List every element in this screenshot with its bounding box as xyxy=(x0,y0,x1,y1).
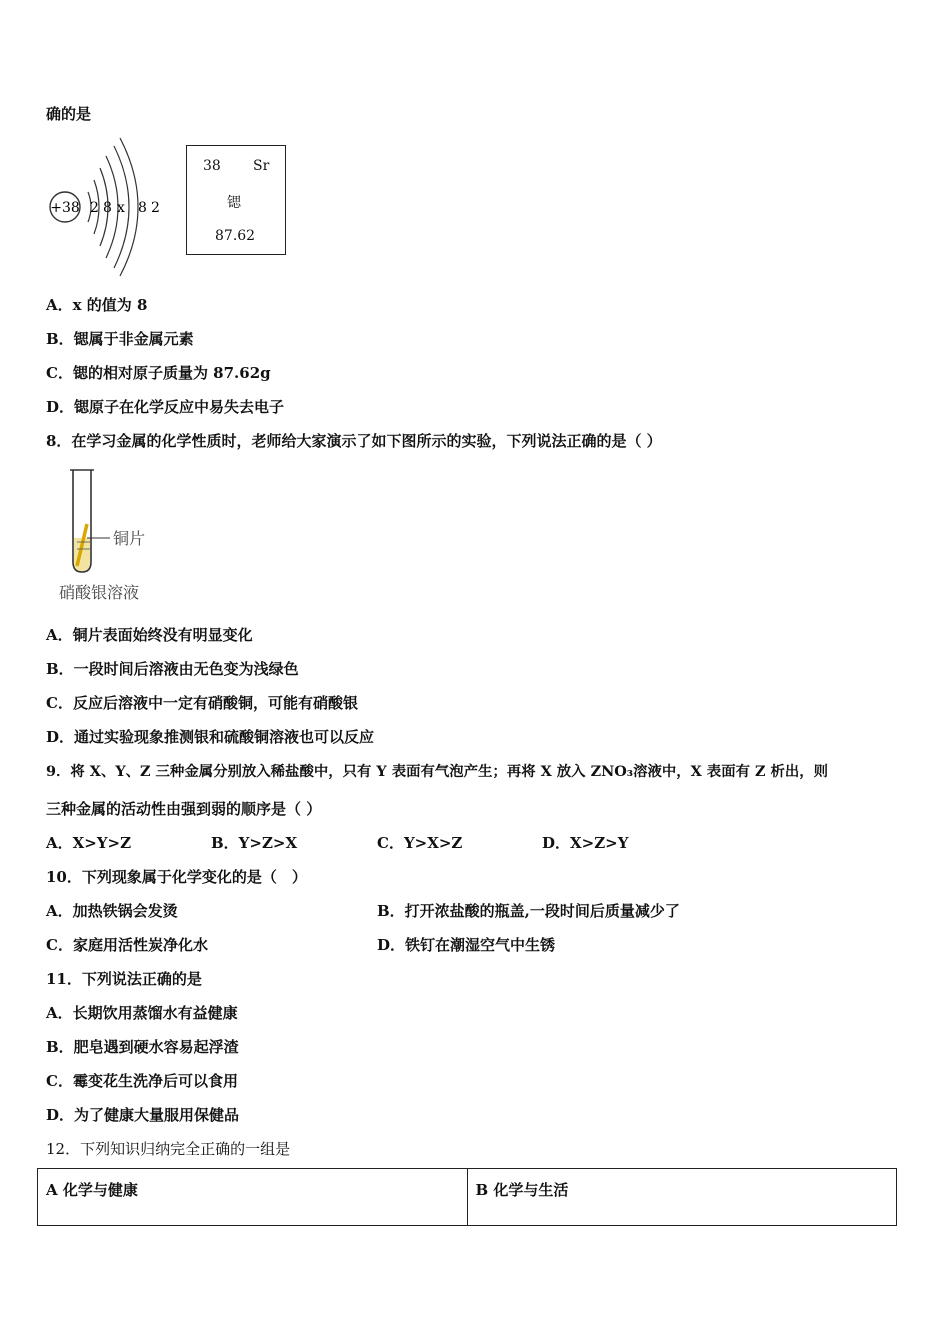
nucleus-charge: +38 xyxy=(50,200,80,216)
q10-option-c: C．家庭用活性炭净化水 xyxy=(46,936,208,954)
shell-5: 2 xyxy=(151,200,160,216)
q12-table xyxy=(37,1168,897,1226)
element-symbol: Sr xyxy=(253,158,270,174)
atomic-number: 38 xyxy=(203,158,221,174)
shell-1: 2 xyxy=(90,200,99,216)
q10-option-d: D．铁钉在潮湿空气中生锈 xyxy=(377,936,556,954)
shell-2: 8 xyxy=(103,200,112,216)
q9-option-c: C．Y>X>Z xyxy=(377,834,463,852)
q8-option-a: A．铜片表面始终没有明显变化 xyxy=(46,626,253,644)
q10-option-a: A．加热铁锅会发烫 xyxy=(46,902,178,920)
table-row xyxy=(38,1169,897,1226)
q7-option-a: A．x 的值为 8 xyxy=(46,296,148,314)
atom-structure-diagram xyxy=(44,132,174,277)
table-header-b: B 化学与生活 xyxy=(467,1169,897,1226)
q11-stem: 11．下列说法正确的是 xyxy=(46,970,202,988)
q11-option-c: C．霉变花生洗净后可以食用 xyxy=(46,1072,238,1090)
q9-stem-line1: 9．将 X、Y、Z 三种金属分别放入稀盐酸中，只有 Y 表面有气泡产生；再将 X 放入 ZNO₃溶液中，X 表面有 Z 析出，则 xyxy=(46,763,829,780)
q9-option-a: A．X>Y>Z xyxy=(46,834,132,852)
q7-option-d: D．锶原子在化学反应中易失去电子 xyxy=(46,398,285,416)
q7-option-c: C．锶的相对原子质量为 87.62g xyxy=(46,364,271,382)
q10-stem: 10．下列现象属于化学变化的是（ ） xyxy=(46,868,307,886)
shell-4: 8 xyxy=(138,200,147,216)
q8-option-d: D．通过实验现象推测银和硫酸铜溶液也可以反应 xyxy=(46,728,375,746)
q11-option-b: B．肥皂遇到硬水容易起浮渣 xyxy=(46,1038,239,1056)
shell-3: x xyxy=(117,200,125,216)
q9-option-b: B．Y>Z>X xyxy=(211,834,298,852)
q10-option-b: B．打开浓盐酸的瓶盖,一段时间后质量减少了 xyxy=(377,902,680,920)
table-header-a: A 化学与健康 xyxy=(38,1169,468,1226)
q7-option-b: B．锶属于非金属元素 xyxy=(46,330,194,348)
q9-stem-line2: 三种金属的活动性由强到弱的顺序是（ ） xyxy=(46,800,322,818)
q8-option-b: B．一段时间后溶液由无色变为浅绿色 xyxy=(46,660,299,678)
test-tube-figure xyxy=(55,466,165,606)
q11-option-d: D．为了健康大量服用保健品 xyxy=(46,1106,240,1124)
q7-stem-tail: 确的是 xyxy=(46,105,92,123)
q8-stem: 8．在学习金属的化学性质时，老师给大家演示了如下图所示的实验，下列说法正确的是（ ） xyxy=(46,432,662,450)
label-copper-strip: 铜片 xyxy=(113,529,146,548)
atomic-mass: 87.62 xyxy=(215,228,256,244)
element-name: 锶 xyxy=(227,195,241,211)
q11-option-a: A．长期饮用蒸馏水有益健康 xyxy=(46,1004,238,1022)
q9-option-d: D．X>Z>Y xyxy=(542,834,629,852)
label-silver-nitrate: 硝酸银溶液 xyxy=(59,583,140,602)
element-card xyxy=(186,145,286,255)
q12-stem: 12．下列知识归纳完全正确的一组是 xyxy=(46,1140,291,1158)
q8-option-c: C．反应后溶液中一定有硝酸铜，可能有硝酸银 xyxy=(46,694,358,712)
